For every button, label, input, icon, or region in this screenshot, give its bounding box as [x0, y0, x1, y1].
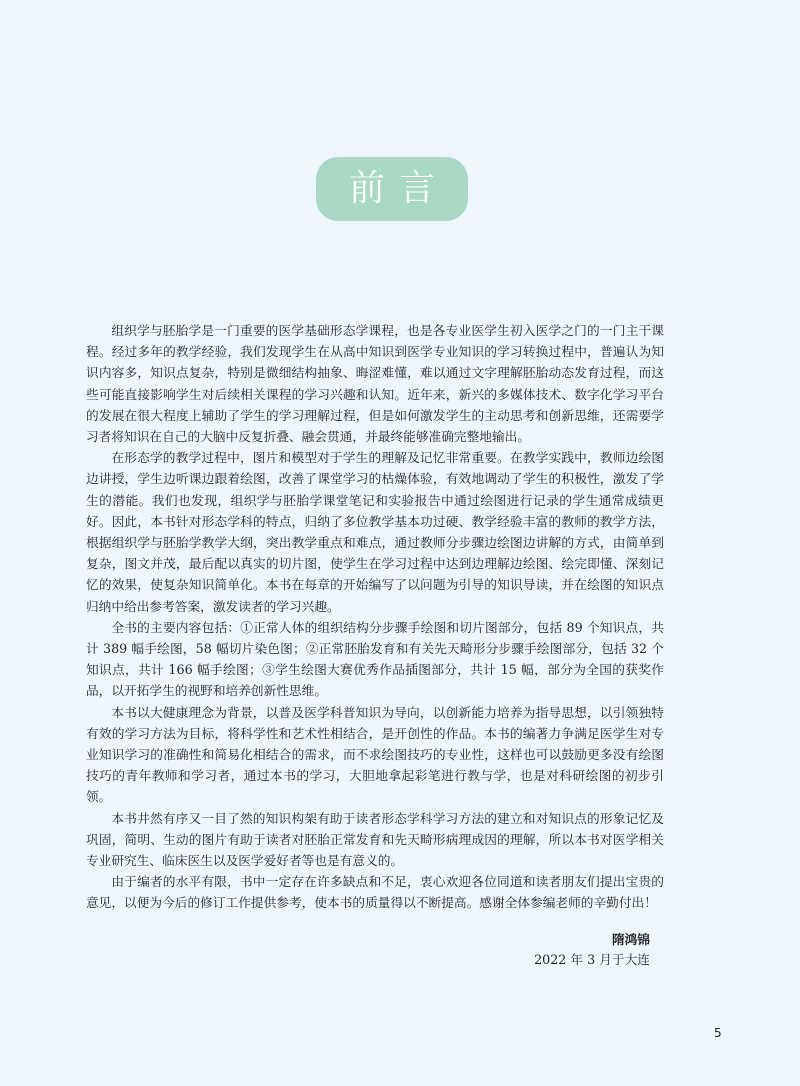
paragraph-2: 在形态学的教学过程中，图片和模型对于学生的理解及记忆非常重要。在教学实践中，教师边绘图边讲授，学生边听课边跟着绘图，改善了课堂学习的枯燥体验，有效地调动了学生的积极性，激发了学生的潜能。我们也发现，组织学与胚胎学课堂笔记和实验报告中通过绘图进行记录的学生通常成绩更好。因此，本书针对形态学科的特点，归纳了多位教学基本功过硬、教学经验丰富的教师的教学方法，根据组织学与胚胎学教学大纲，突出教学重点和难点，通过教师分步骤边绘图边讲解的方式，由简单到复杂，图文并茂，最后配以真实的切片图，使学生在学习过程中达到边理解边绘图、绘完即懂、深刻记忆的效果，使复杂知识简单化。本书在每章的开始编写了以问题为引导的知识导读，并在绘图的知识点归纳中给出参考答案，激发读者的学习兴趣。	[86, 450, 664, 614]
page-title: 前言	[348, 168, 449, 209]
paragraph-3: 全书的主要内容包括：①正常人体的组织结构分步骤手绘图和切片图部分，包括 89 个知识点，共计 389 幅手绘图，58 幅切片染色图；②正常胚胎发育和有关先天畸形分步骤手绘图部分，包括 32 个知识点，共计 166 幅手绘图；③学生绘图大赛优秀作品插图部分，共计 15 幅，部分为全国的获奖作品，以开拓学生的视野和培养创新性思维。	[86, 619, 664, 699]
title-badge	[316, 157, 468, 221]
signature-name: 隋鸿锦	[611, 932, 650, 947]
preface-body	[86, 320, 664, 914]
paragraph-1: 组织学与胚胎学是一门重要的医学基础形态学课程，也是各专业医学生初入医学之门的一门主干课程。经过多年的教学经验，我们发现学生在从高中知识到医学专业知识的学习转换过程中，普遍认为知识内容多，知识点复杂，特别是微细结构抽象、晦涩难懂，难以通过文字理解胚胎动态发育过程，而这些可能直接影响学生对后续相关课程的学习兴趣和认知。近年来，新兴的多媒体技术、数字化学习平台的发展在很大程度上辅助了学生的学习理解过程，但是如何激发学生的主动思考和创新思维，还需要学习者将知识在自己的大脑中反复折叠、融会贯通，并最终能够准确完整地输出。	[86, 323, 664, 445]
signature-date: 2022 年 3 月于大连	[534, 952, 650, 967]
paragraph-6: 由于编者的水平有限，书中一定存在许多缺点和不足，衷心欢迎各位同道和读者朋友们提出宝贵的意见，以便为今后的修订工作提供参考，使本书的质量得以不断提高。感谢全体参编老师的辛勤付出！	[86, 874, 664, 911]
paragraph-5: 本书井然有序又一目了然的知识构架有助于读者形态学科学习方法的建立和对知识点的形象记忆及巩固，简明、生动的图片有助于读者对胚胎正常发育和先天畸形病理成因的理解，所以本书对医学相关专业研究生、临床医生以及医学爱好者等也是有意义的。	[86, 810, 664, 869]
paragraph-4: 本书以大健康理念为背景，以普及医学科普知识为导向，以创新能力培养为指导思想，以引领独特有效的学习方法为目标，将科学性和艺术性相结合，是开创性的作品。本书的编著力争满足医学生对专业知识学习的准确性和简易化相结合的需求，而不求绘图技巧的专业性，这样也可以鼓励更多没有绘图技巧的青年教师和学习者，通过本书的学习，大胆地拿起彩笔进行教与学，也是对科研绘图的初步引领。	[86, 704, 664, 805]
page-number: 5	[714, 1026, 722, 1040]
